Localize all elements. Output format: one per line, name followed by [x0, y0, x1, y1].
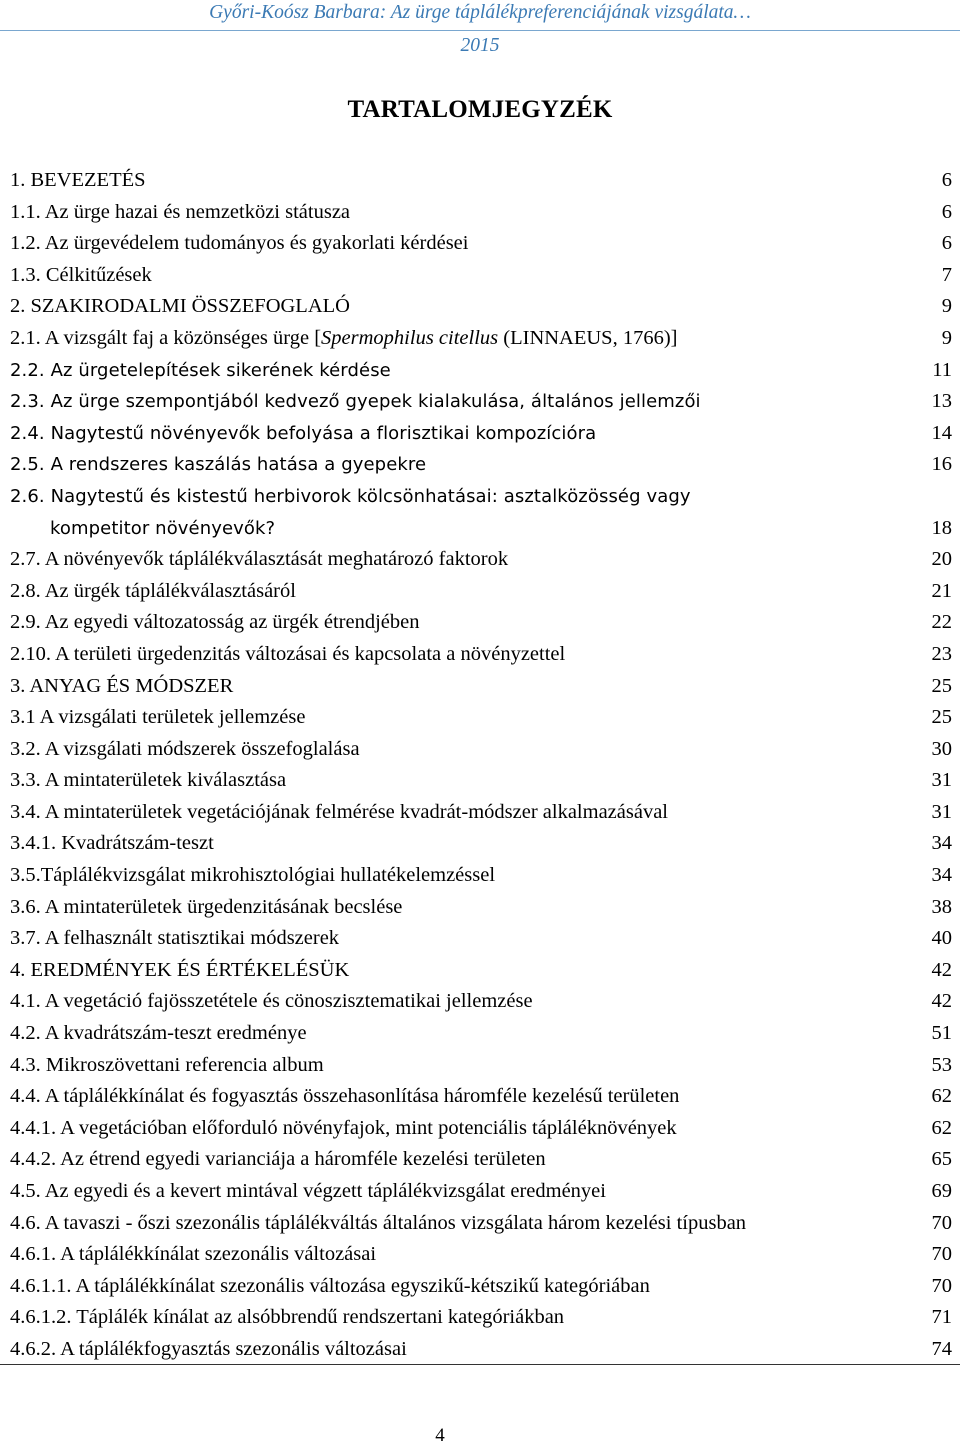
toc-entry-title: 2.2. Az ürgetelepítések sikerének kérdése: [10, 359, 391, 381]
toc-entry-page: 20: [931, 548, 952, 571]
toc-entry[interactable]: [0, 355, 960, 387]
toc-entry-page: 70: [931, 1243, 952, 1266]
toc-entry-title: 4.6.1. A táplálékkínálat szezonális változásai: [10, 1243, 377, 1266]
toc-entry-title: 4.4. A táplálékkínálat és fogyasztás összehasonlítása háromféle kezelésű területen: [10, 1085, 680, 1108]
page-number: 4: [435, 1425, 445, 1446]
toc-entry-page: 23: [931, 642, 952, 665]
toc-entry[interactable]: [0, 1018, 960, 1050]
toc-entry[interactable]: [0, 607, 960, 639]
toc-entry-page: 7: [941, 263, 952, 286]
toc-entry-title: 4.1. A vegetáció fajösszetétele és cönoszisztematikai jellemzése: [10, 990, 533, 1013]
toc-entry-title: 4.5. Az egyedi és a kevert mintával végzett táplálékvizsgálat eredményei: [10, 1180, 606, 1202]
toc-entry-title: 2.3. Az ürge szempontjából kedvező gyepek kialakulása, általános jellemzői: [10, 391, 701, 413]
toc-entry-title: 3.1 A vizsgálati területek jellemzése: [10, 706, 306, 729]
toc-entry[interactable]: [0, 1144, 960, 1176]
toc-entry-title: 2.4. Nagytestű növényevők befolyása a florisztikai kompozícióra: [10, 422, 597, 444]
toc-entry-page: 34: [931, 832, 952, 855]
toc-entry-title: 2.8. Az ürgék táplálékválasztásáról: [10, 579, 296, 602]
toc-entry-title: 1.3. Célkitűzések: [10, 263, 152, 286]
toc-entry[interactable]: [0, 797, 960, 829]
toc-entry-page: 71: [931, 1306, 952, 1329]
toc-entry-page: 53: [931, 1053, 952, 1076]
toc-entry-title: 1. BEVEZETÉS: [10, 169, 146, 191]
toc-entry-title: 4.6.1.1. A táplálékkínálat szezonális változása egyszikű-kétszikű kategóriában: [10, 1274, 650, 1297]
toc-entry-title: 3.4.1. Kvadrátszám-teszt: [10, 832, 214, 855]
toc-entry-title-continuation: kompetitor növényevők?: [50, 517, 276, 539]
toc-entry-title: 4.6.2. A táplálékfogyasztás szezonális változásai: [10, 1337, 407, 1360]
toc-entry-title: 2.7. A növényevők táplálékválasztását meghatározó faktorok: [10, 548, 509, 571]
toc-entry-title: 3.3. A mintaterületek kiválasztása: [10, 769, 287, 792]
toc-entry-page: 16: [931, 453, 952, 476]
toc-entry-page: 31: [931, 769, 952, 792]
toc-entry-page: 74: [931, 1337, 952, 1360]
toc-entry-page: 6: [941, 169, 952, 191]
toc-entry-title: 4.4.1. A vegetációban előforduló növényfajok, mint potenciális tápláléknövények: [10, 1116, 677, 1139]
toc-entry-title: 2.10. A területi ürgedenzitás változásai és kapcsolata a növényzettel: [10, 642, 566, 665]
toc-entry-page: 30: [931, 737, 952, 760]
toc-entry[interactable]: [0, 197, 960, 229]
toc-entry[interactable]: [0, 1239, 960, 1271]
toc-entry-title: 4. EREDMÉNYEK ÉS ÉRTÉKELÉSÜK: [10, 958, 350, 981]
toc-entry-title-part: (LINNAEUS, 1766)]: [498, 326, 678, 349]
toc-entry[interactable]: [0, 323, 960, 355]
toc-entry[interactable]: [0, 671, 960, 703]
toc-entry-page: 62: [931, 1116, 952, 1139]
toc-entry[interactable]: [0, 1081, 960, 1113]
toc-entry-title: 1.2. Az ürgevédelem tudományos és gyakorlati kérdései: [10, 232, 469, 255]
toc-entry-page: 22: [931, 611, 952, 634]
toc-entry-page: 9: [941, 326, 952, 349]
toc-entry-page: 70: [931, 1274, 952, 1297]
toc-entry-title: 3.6. A mintaterületek ürgedenzitásának becslése: [10, 895, 403, 918]
toc-entry[interactable]: [0, 1176, 960, 1208]
toc-entry[interactable]: [0, 544, 960, 576]
toc-entry[interactable]: [0, 1271, 960, 1303]
toc-entry-title: 3.4. A mintaterületek vegetációjának felmérése kvadrát-módszer alkalmazásával: [10, 800, 668, 823]
toc-entry-title: 4.4.2. Az étrend egyedi varianciája a háromféle kezelési területen: [10, 1148, 546, 1171]
toc-entry-page: 13: [931, 390, 952, 413]
toc-entry-title: 4.6. A tavaszi - őszi szezonális táplálékváltás általános vizsgálata három kezelési típusban: [10, 1211, 747, 1234]
toc-entry[interactable]: [0, 1208, 960, 1240]
toc-entry-page: 65: [931, 1148, 952, 1171]
toc-entry[interactable]: [0, 955, 960, 987]
toc-entry-title: 4.6.1.2. Táplálék kínálat az alsóbbrendű rendszertani kategóriákban: [10, 1306, 565, 1329]
toc-entry[interactable]: [0, 702, 960, 734]
toc-entry[interactable]: [0, 418, 960, 450]
header-title: Győri-Koósz Barbara: Az ürge táplálékpreferenciájának vizsgálata…: [209, 2, 751, 23]
toc-entry-title: 3.2. A vizsgálati módszerek összefoglalása: [10, 737, 360, 760]
toc-entry-title: 4.3. Mikroszövettani referencia album: [10, 1053, 324, 1076]
toc-entry-title: 4.2. A kvadrátszám-teszt eredménye: [10, 1022, 307, 1045]
toc-entry-page: 9: [941, 295, 952, 318]
toc-entry-title-part: 2.1. A vizsgált faj a közönséges ürge [: [10, 326, 322, 349]
toc-entry[interactable]: [0, 228, 960, 260]
toc-entry-page: 21: [931, 579, 952, 602]
toc-entry-title: 1.1. Az ürge hazai és nemzetközi státusza: [10, 200, 351, 223]
footer-rule: [0, 1364, 960, 1365]
toc-entry-page: 62: [931, 1085, 952, 1108]
toc-entry[interactable]: [0, 892, 960, 924]
toc-entry[interactable]: [0, 386, 960, 418]
toc-entry[interactable]: [0, 1050, 960, 1082]
toc-entry-page: 6: [941, 232, 952, 255]
toc-entry-page: 18: [931, 516, 952, 539]
toc-entry-title: 3.5.Táplálékvizsgálat mikrohisztológiai hullatékelemzéssel: [10, 864, 496, 887]
toc-entry-page: 11: [932, 358, 952, 381]
toc-entry-page: 40: [931, 927, 952, 950]
toc-entry-page: 51: [931, 1022, 952, 1045]
toc-entry-page: 69: [931, 1180, 952, 1202]
toc-entry-page: 31: [931, 800, 952, 823]
toc-entry-title: [10, 323, 678, 355]
toc-entry-title: 3.7. A felhasznált statisztikai módszerek: [10, 927, 340, 950]
header-rule: [0, 30, 960, 31]
toc-entry-page: 38: [931, 895, 952, 918]
toc-entry-page: 42: [931, 990, 952, 1013]
toc-entry-page: 34: [931, 864, 952, 887]
toc-entry[interactable]: [0, 639, 960, 671]
toc-entry[interactable]: [0, 923, 960, 955]
toc-entry[interactable]: [0, 165, 960, 197]
toc-entry-title: 3. ANYAG ÉS MÓDSZER: [10, 674, 234, 697]
toc-entry-page: 25: [931, 706, 952, 729]
toc-entry-title: 2.9. Az egyedi változatosság az ürgék étrendjében: [10, 611, 420, 634]
toc-entry[interactable]: [0, 828, 960, 860]
toc-entry-page: 70: [931, 1211, 952, 1234]
toc-entry[interactable]: [0, 291, 960, 323]
toc-entry-page: 42: [931, 958, 952, 981]
toc-entry-page: 6: [941, 200, 952, 223]
toc-entry[interactable]: [0, 1302, 960, 1334]
table-of-contents: [0, 165, 960, 1366]
toc-entry[interactable]: [0, 1334, 960, 1366]
toc-entry[interactable]: [0, 986, 960, 1018]
toc-entry-page: 14: [931, 421, 952, 444]
toc-entry-title: 2.5. A rendszeres kaszálás hatása a gyepekre: [10, 454, 427, 476]
toc-entry-title: 2. SZAKIRODALMI ÖSSZEFOGLALÓ: [10, 295, 350, 318]
toc-entry[interactable]: [0, 260, 960, 292]
toc-entry[interactable]: [0, 765, 960, 797]
toc-entry[interactable]: [0, 449, 960, 481]
header-year: 2015: [460, 35, 500, 56]
toc-entry[interactable]: [0, 481, 960, 544]
species-name: Spermophilus citellus: [321, 326, 499, 349]
toc-entry-title: 2.6. Nagytestű és kistestű herbivorok kölcsönhatásai: asztalközösség vagy: [10, 485, 691, 507]
toc-heading: TARTALOMJEGYZÉK: [347, 96, 613, 123]
toc-entry[interactable]: [0, 1113, 960, 1145]
toc-entry[interactable]: [0, 860, 960, 892]
toc-entry[interactable]: [0, 576, 960, 608]
toc-entry[interactable]: [0, 734, 960, 766]
toc-entry-page: 25: [931, 674, 952, 697]
